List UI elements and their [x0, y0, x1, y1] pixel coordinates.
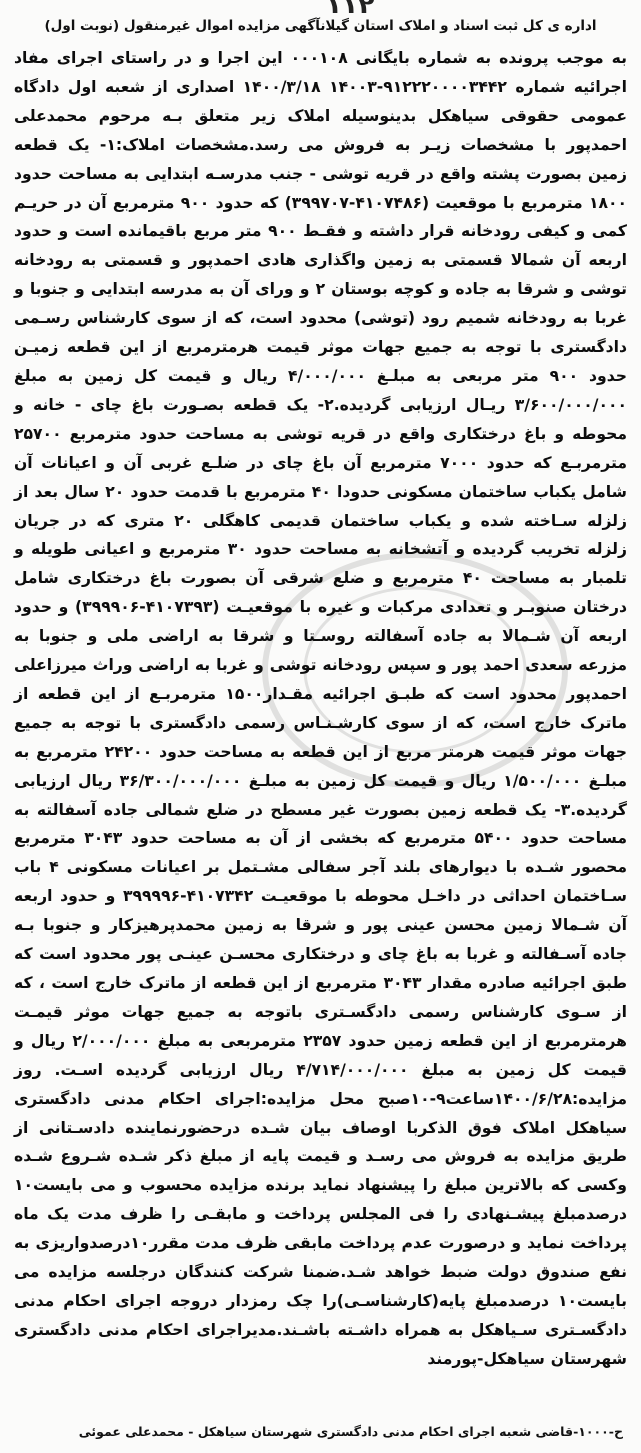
notice-header-title: اداره ی کل ثبت اسناد و املاک استان گیلانآگهی مزایده اموال غیرمنقول (نوبت اول) — [44, 18, 597, 34]
page-corner-mark: ۱۱۲ — [325, 0, 375, 19]
notice-body-text: به موجب پرونده به شماره بایگانی ۰۰۰۱۰۸ این اجرا و در راستای اجرای مفاد اجرائیه شماره ۹۱۲۲۲۰۰۰۰۳۴۴۲-۱۴۰۰۳ ۱۴۰۰/۳/۱۸ اصداری از شعبه اول دادگاه عمومی حقوقی سیاهکل بدینوسیله املاک زیر متعلق بـه مرحوم محمدعلی احمدپور با مشخصات زیـر به فروش می رسد.مشخصات املاک:۱- یک قطعه زمین بصورت پشته واقع در قریه توشی - جنب مدرسـه ابتدایی به مساحت حدود ۱۸۰۰ مترمربع با موقعیت (۴۱۰۷۴۸۶-۳۹۹۷۰۷) که حدود ۹۰۰ مترمربع آن در حریـم کمی و کیفی رودخانه قرار داشته و فقـط ۹۰۰ متر مربع باقیمانده است و حدود اربعه آن شمالا قسمتی به زمین واگذاری هادی احمدپور و قسمتی به رودخانه توشی و شرقا به جاده و کوچه بوستان ۲ و ورای آن به مدرسه ابتدایی و جنوبا و غربا به رودخانه شمیم رود (توشی) محدود است، که از سوی کارشناس رسـمی دادگستری با توجه به جمیع جهات موثر قیمت هرمترمربع از این قطعه زمیـن حدود ۹۰۰ متر مربعی به مبلـغ ۴/۰۰۰/۰۰۰ ریال و قیمت کل زمین به مبلغ ۳/۶۰۰/۰۰۰/۰۰۰ ریـال ارزیابی گردیده.۲- یک قطعه بصـورت باغ چای - خانه و محوطه و باغ درختکاری واقع در قریه توشی به مساحت حدود مترمربع ۲۵۷۰۰ مترمربـع که حدود ۷۰۰۰ مترمربع آن باغ چای در ضلـع غربی آن و اعیانات آن شامل یکباب ساختمان مسکونی حدودا ۴۰ مترمربع با قدمت حدود ۲۰ سال بعد از زلزله سـاخته شده و یکباب ساختمان قدیمی کاهگلی ۲۰ متری که در جریان زلزله تخریب گردیده و آتشخانه به مساحت حدود ۳۰ مترمربع و اعیانی طویله و تلمبار به مساحت ۴۰ مترمربع و ضلع شرقی آن بصورت باغ درختکاری شامل درختان صنوبـر و تعدادی مرکبات و غیره با موقعیـت (۴۱۰۷۳۹۳-۳۹۹۹۰۶) و حدود اربعه آن شـمالا به جاده آسفالته روسـتا و شرقا به اراضی ملی و جنوبا به مزرعه سعدی احمد پور و سپس رودخانه توشی و غربا به اراضی وراث میرزاعلی احمدپور محدود است که طبـق اجرائیه مقـدار۱۵۰۰ مترمربـع از این قطعه از ماترک خارج است، که از سوی کارشـنـاس رسمی دادگستری با توجه به جمیع جهات موثر قیمت هرمتر مربع از این قطعه به مساحت حدود ۲۴۲۰۰ مترمربع به مبلـغ ۱/۵۰۰/۰۰۰ ریال و قیمت کل زمین به مبلـغ ۳۶/۳۰۰/۰۰۰/۰۰۰ ریال ارزیابی گردیده.۳- یک قطعه زمین بصورت غیر مسطح در ضلع شمالی جاده آسفالته به مساحت حدود ۵۴۰۰ مترمربع که بخشی از آن به مساحت حدود ۳۰۴۳ مترمربع محصور شـده با دیوارهای بلند آجر سفالی مشـتمل بر اعیانات مسکونی ۴ باب سـاختمان احداثی در داخـل محوطه با موقعیـت ۴۱۰۷۳۴۲-۳۹۹۹۹۶ و حدود اربعه آن شـمالا زمین محسن عینی پور و شرقا به زمین محمدپرهیزکار و جنوبا بـه جاده آسـفالته و غربا به باغ چای و درختکاری محسـن عینـی پور محدود است که طبق اجرائیه صادره مقدار ۳۰۴۳ مترمربع از این قطعه از ماترک خارج است ، که از سـوی کارشناس رسمی دادگسـتری باتوجه به جمیع جهات موثر قیمـت هرمترمربع از این قطعه زمین حدود ۲۳۵۷ مترمربعی به مبلغ ۲/۰۰۰/۰۰۰ ریال و قیمت کل زمین به مبلغ ۴/۷۱۴/۰۰۰/۰۰۰ ریال ارزیابی گردیده اسـت. روز مزایده:۱۴۰۰/۶/۲۸ساعت۹-۱۰صبح محل مزایده:اجرای احکام مدنی دادگستری سیاهکل املاک فوق الذکربا اوصاف بیان شـده درحضورنماینده دادسـتانی از طریق مزایده به فروش می رسـد و قیمت پایه از مبلغ ذکر شـده شـروع شـده وکسی که بالاترین مبلغ را پیشنهاد نماید برنده مزایده محسوب و می بایست۱۰ درصدمبلغ پیشـنهادی را فی المجلس پرداخت و مابقـی را ظرف مدت یک ماه پرداخت نماید و درصورت عدم پرداخت مابقی ظرف مدت مقرر۱۰درصدواریزی به نفع صندوق دولت ضبط خواهد شـد.ضمنا شرکت کنندگان درجلسه مزایده می بایست۱۰ درصدمبلغ پایه(کارشناسـی)را چک رمزدار دروجه اجرای احکام مدنی دادگسـتری سـیاهکل به همراه داشـته باشـند.مدیراجرای احکام مدنی دادگستری شهرستان سیاهکل-پورمند — [14, 49, 628, 1368]
notice-footer-signature: ح-۱۰۰۰-قاضی شعبه اجرای احکام مدنی دادگستری شهرستان سیاهکل - محمدعلی عموئی — [78, 1424, 623, 1439]
